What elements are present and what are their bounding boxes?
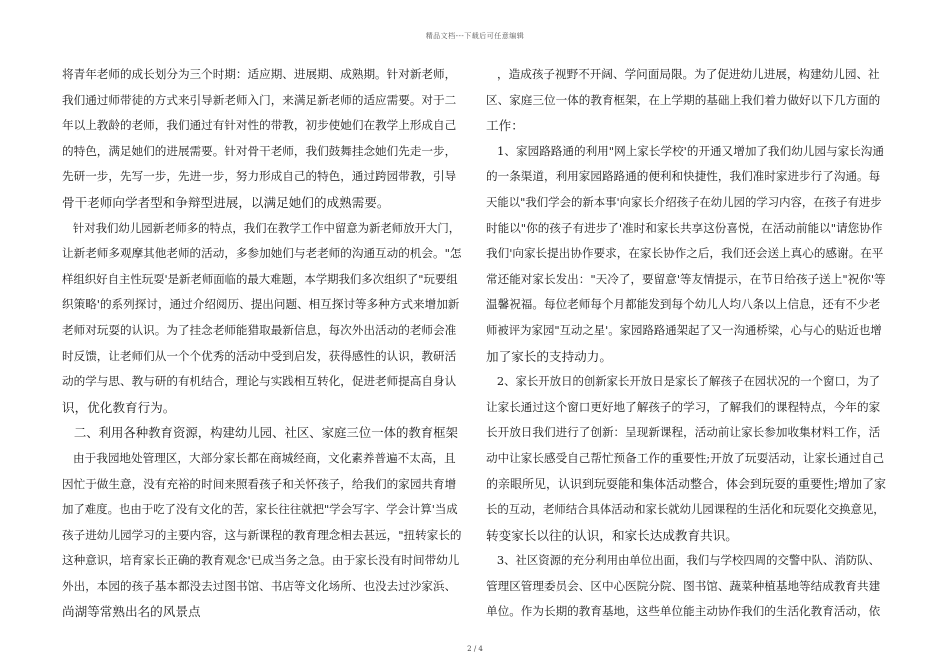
text-line: 让家长通过这个窗口更好地了解孩子的学习，了解我们的课程特点，今年的家 <box>486 399 881 414</box>
text-line: 我们'向家长提出协作要求，在家长协作之后，我们还会送上真心的感谢。在平 <box>486 246 884 261</box>
text-line: 天能以"我们学会的新本事'向家长介绍孩子在幼儿园的学习内容，在孩子有进步 <box>486 194 882 209</box>
text-line: 单位。作为长期的教育基地，这些单位能主动协作我们的生活化教育活动，依 <box>486 604 881 619</box>
text-line: 尚湖等常熟出名的风景点 <box>62 604 201 620</box>
text-line: 转变家长以往的认识，和家长达成教育共识。 <box>486 527 738 543</box>
text-line: 针对我们幼儿园新老师多的特点，我们在教学工作中留意为新老师放开大门， <box>62 220 461 235</box>
text-line: 识，优化教育行为。 <box>62 399 176 415</box>
text-line: 2、家长开放日的创新家长开放日是家长了解孩子在园状况的一个窗口，为了 <box>486 374 881 389</box>
text-line: 的亲眼所见，认识到玩耍能和集体活动整合，体会到玩耍的重要性;增加了家 <box>486 476 886 491</box>
text-line: 样组织好自主性玩耍'是新老师面临的最大难题，本学期我们多次组织了"玩要组 <box>62 271 458 286</box>
text-line: 温馨祝福。每位老师每个月都能发到每个幼儿人均八条以上信息，还有不少老 <box>486 297 881 312</box>
text-line: 的特色，满足她们的进展需要。针对骨干老师，我们鼓舞挂念她们先走一步， <box>62 143 457 158</box>
text-line: 管理区管理委员会、区中心医院分院、图书馆、蔬菜种植基地等结成教育共建 <box>486 578 881 593</box>
page-number: 2 / 4 <box>467 645 483 653</box>
text-line: 将青年老师的成长划分为三个时期：适应期、进展期、成熟期。针对新老师， <box>62 67 457 81</box>
text-line: 我们通过师带徒的方式来引导新老师入门，来满足新老师的适应需要。对于二 <box>62 92 457 107</box>
left-column <box>62 62 462 625</box>
right-column <box>486 62 886 625</box>
text-line: 常还能对家长发出："天冷了，要留意'等友情提示，在节日给孩子送上"祝你'等 <box>486 271 886 286</box>
text-line: 二、利用各种教育资源，构建幼儿园、社区、家庭三位一体的教育框架 <box>62 425 458 441</box>
text-line: 因忙于做生意，没有充裕的时间来照看孩子和关怀孩子，给我们的家园共育增 <box>62 476 457 491</box>
text-line: 长的互动，老师结合具体活动和家长就幼儿园课程的生活化和玩耍化交换意见， <box>486 502 885 517</box>
text-line: 加了家长的支持动力。 <box>486 348 612 364</box>
text-line: 让新老师多观摩其他老师的活动，多参加她们与老老师的沟通互动的机会。"怎 <box>62 246 462 261</box>
text-line: 时能以"你的孩子有进步了'准时和家长共享这份喜悦，在活动前能以"请您协作 <box>486 220 883 235</box>
text-line: 这种意识，培育家长正确的教育观念'已成当务之急。由于家长没有时间带幼儿 <box>62 553 460 568</box>
text-line: 的一条渠道，利用家园路路通的便利和快捷性，我们准时家进步行了沟通。每 <box>486 169 881 184</box>
page-header: 精品文档---下载后可任意编辑 <box>425 32 525 40</box>
text-line: 老师对玩耍的认识。为了挂念老师能猎取最新信息，每次外出活动的老师会准 <box>62 322 457 337</box>
text-line: 工作： <box>486 118 524 134</box>
text-line: 长开放日我们进行了创新：呈现新课程，活动前让家长参加收集材料工作，活 <box>486 425 881 440</box>
text-line: 动的学与思、教与研的有机结合，理论与实践相互转化，促进老师提高自身认 <box>62 374 457 389</box>
text-line: 年以上教龄的老师，我们通过有针对性的带教，初步使她们在教学上形成自己 <box>62 118 457 133</box>
text-line: 由于我园地处管理区，大部分家长都在商城经商，文化素养普遍不太高，且 <box>62 450 456 465</box>
text-line: 区、家庭三位一体的教育框架，在上学期的基础上我们着力做好以下几方面的 <box>486 92 881 107</box>
text-line: 外出，本园的孩子基本都没去过图书馆、书店等文化场所、也没去过沙家浜、 <box>62 578 457 593</box>
text-line: 3、社区资源的充分利用由单位出面，我们与学校四周的交警中队、消防队、 <box>486 553 881 568</box>
text-line: 骨干老师向学者型和争辩型进展，以满足她们的成熟需要。 <box>62 194 390 210</box>
text-line: 时反馈，让老师们从一个个优秀的活动中受到启发，获得感性的认识，教研活 <box>62 348 457 363</box>
text-line: 加了难度。也由于吃了没有文化的苦，家长往往就把"学会写字、学会计算'当成 <box>62 502 458 517</box>
text-line: 孩子进幼儿园学习的主要内容，这与新课程的教育理念相去甚远，"扭转家长的 <box>62 527 462 542</box>
text-line: ，造成孩子视野不开阔、学问面局限。为了促进幼儿进展，构建幼儿园、社 <box>486 67 880 81</box>
text-line: 1、家园路路通的利用"网上家长学校'的开通又增加了我们幼儿园与家长沟通 <box>486 143 884 158</box>
text-line: 织策略'的系列探讨，通过介绍阅历、提出问题、相互探讨等多种方式来增加新 <box>62 297 460 312</box>
text-line: 师被评为家园"互动之星'。家园路路通架起了又一沟通桥梁，心与心的贴近也增 <box>486 322 882 337</box>
text-line: 动中让家长感受自己帮忙预备工作的重要性;开放了玩耍活动，让家长通过自己 <box>486 450 885 465</box>
text-line: 先研一步，先写一步，先进一步，努力形成自己的特色，通过跨园带教，引导 <box>62 169 457 184</box>
